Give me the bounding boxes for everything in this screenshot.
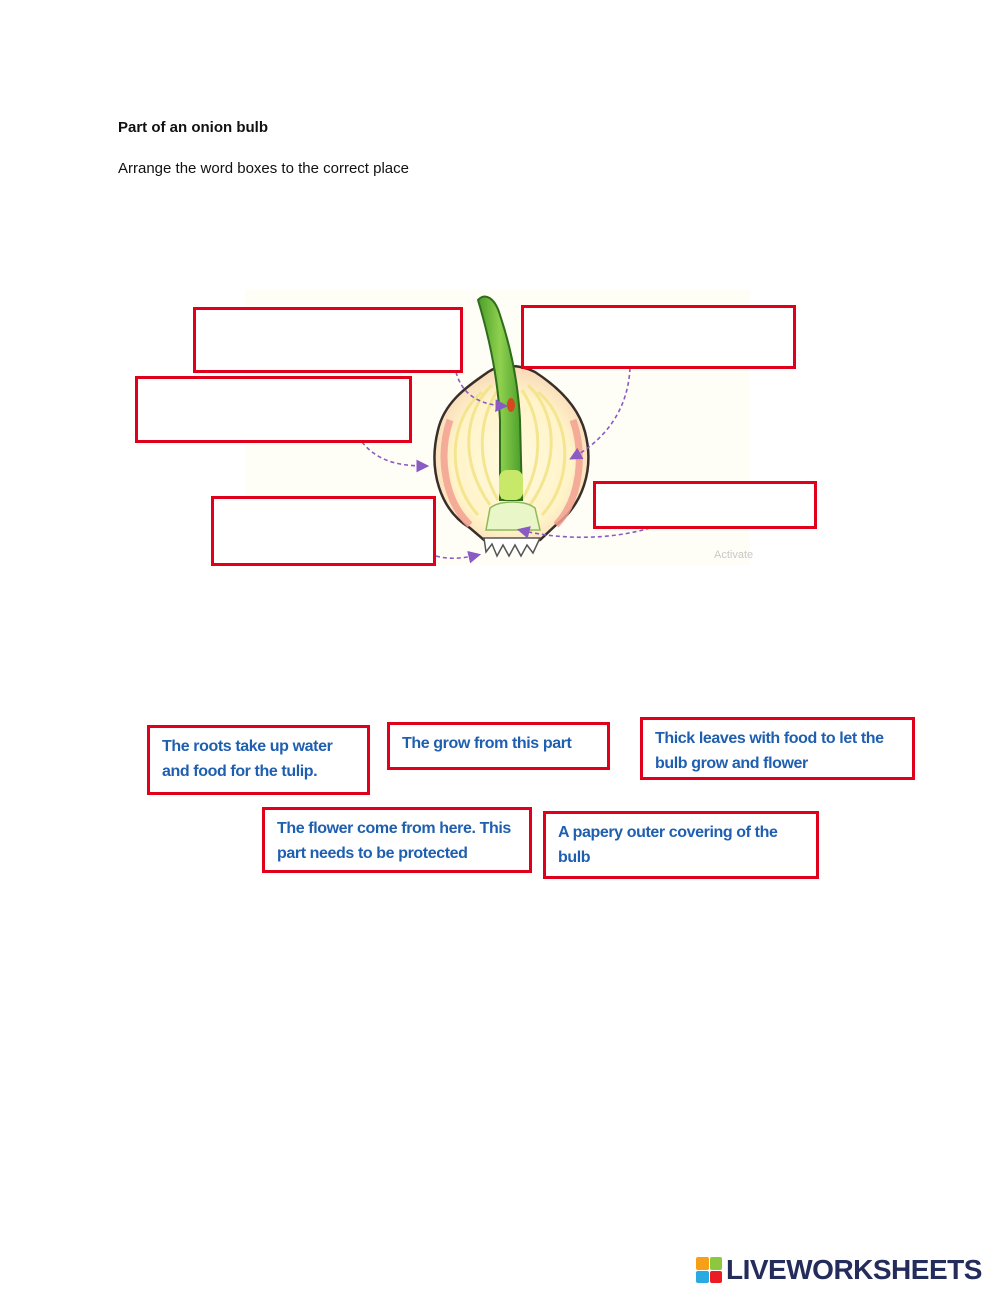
instruction-text: Arrange the word boxes to the correct place — [118, 160, 409, 177]
drop-box-top-right[interactable] — [521, 305, 796, 369]
drop-box-mid-left[interactable] — [135, 376, 412, 443]
word-box-grow-part[interactable]: The grow from this part — [387, 722, 610, 770]
word-box-thick-leaves[interactable]: Thick leaves with food to let the bulb grow and flower — [640, 717, 915, 780]
logo-mark-icon — [696, 1257, 722, 1283]
word-box-flower[interactable]: The flower come from here. This part needs to be protected — [262, 807, 532, 873]
watermark-text: Activate — [714, 549, 754, 561]
word-box-papery-covering[interactable]: A papery outer covering of the bulb — [543, 811, 819, 879]
drop-box-mid-right[interactable] — [593, 481, 817, 529]
liveworksheets-logo — [696, 1253, 982, 1287]
drop-box-top-left[interactable] — [193, 307, 463, 373]
page-title: Part of an onion bulb — [118, 119, 268, 136]
onion-diagram — [0, 0, 1000, 620]
logo-text: LIVEWORKSHEETS — [726, 1254, 982, 1285]
drop-box-bottom-left[interactable] — [211, 496, 436, 566]
word-box-roots[interactable]: The roots take up water and food for the tulip. — [147, 725, 370, 795]
flower-bud — [507, 398, 515, 412]
basal-plate — [486, 502, 540, 530]
